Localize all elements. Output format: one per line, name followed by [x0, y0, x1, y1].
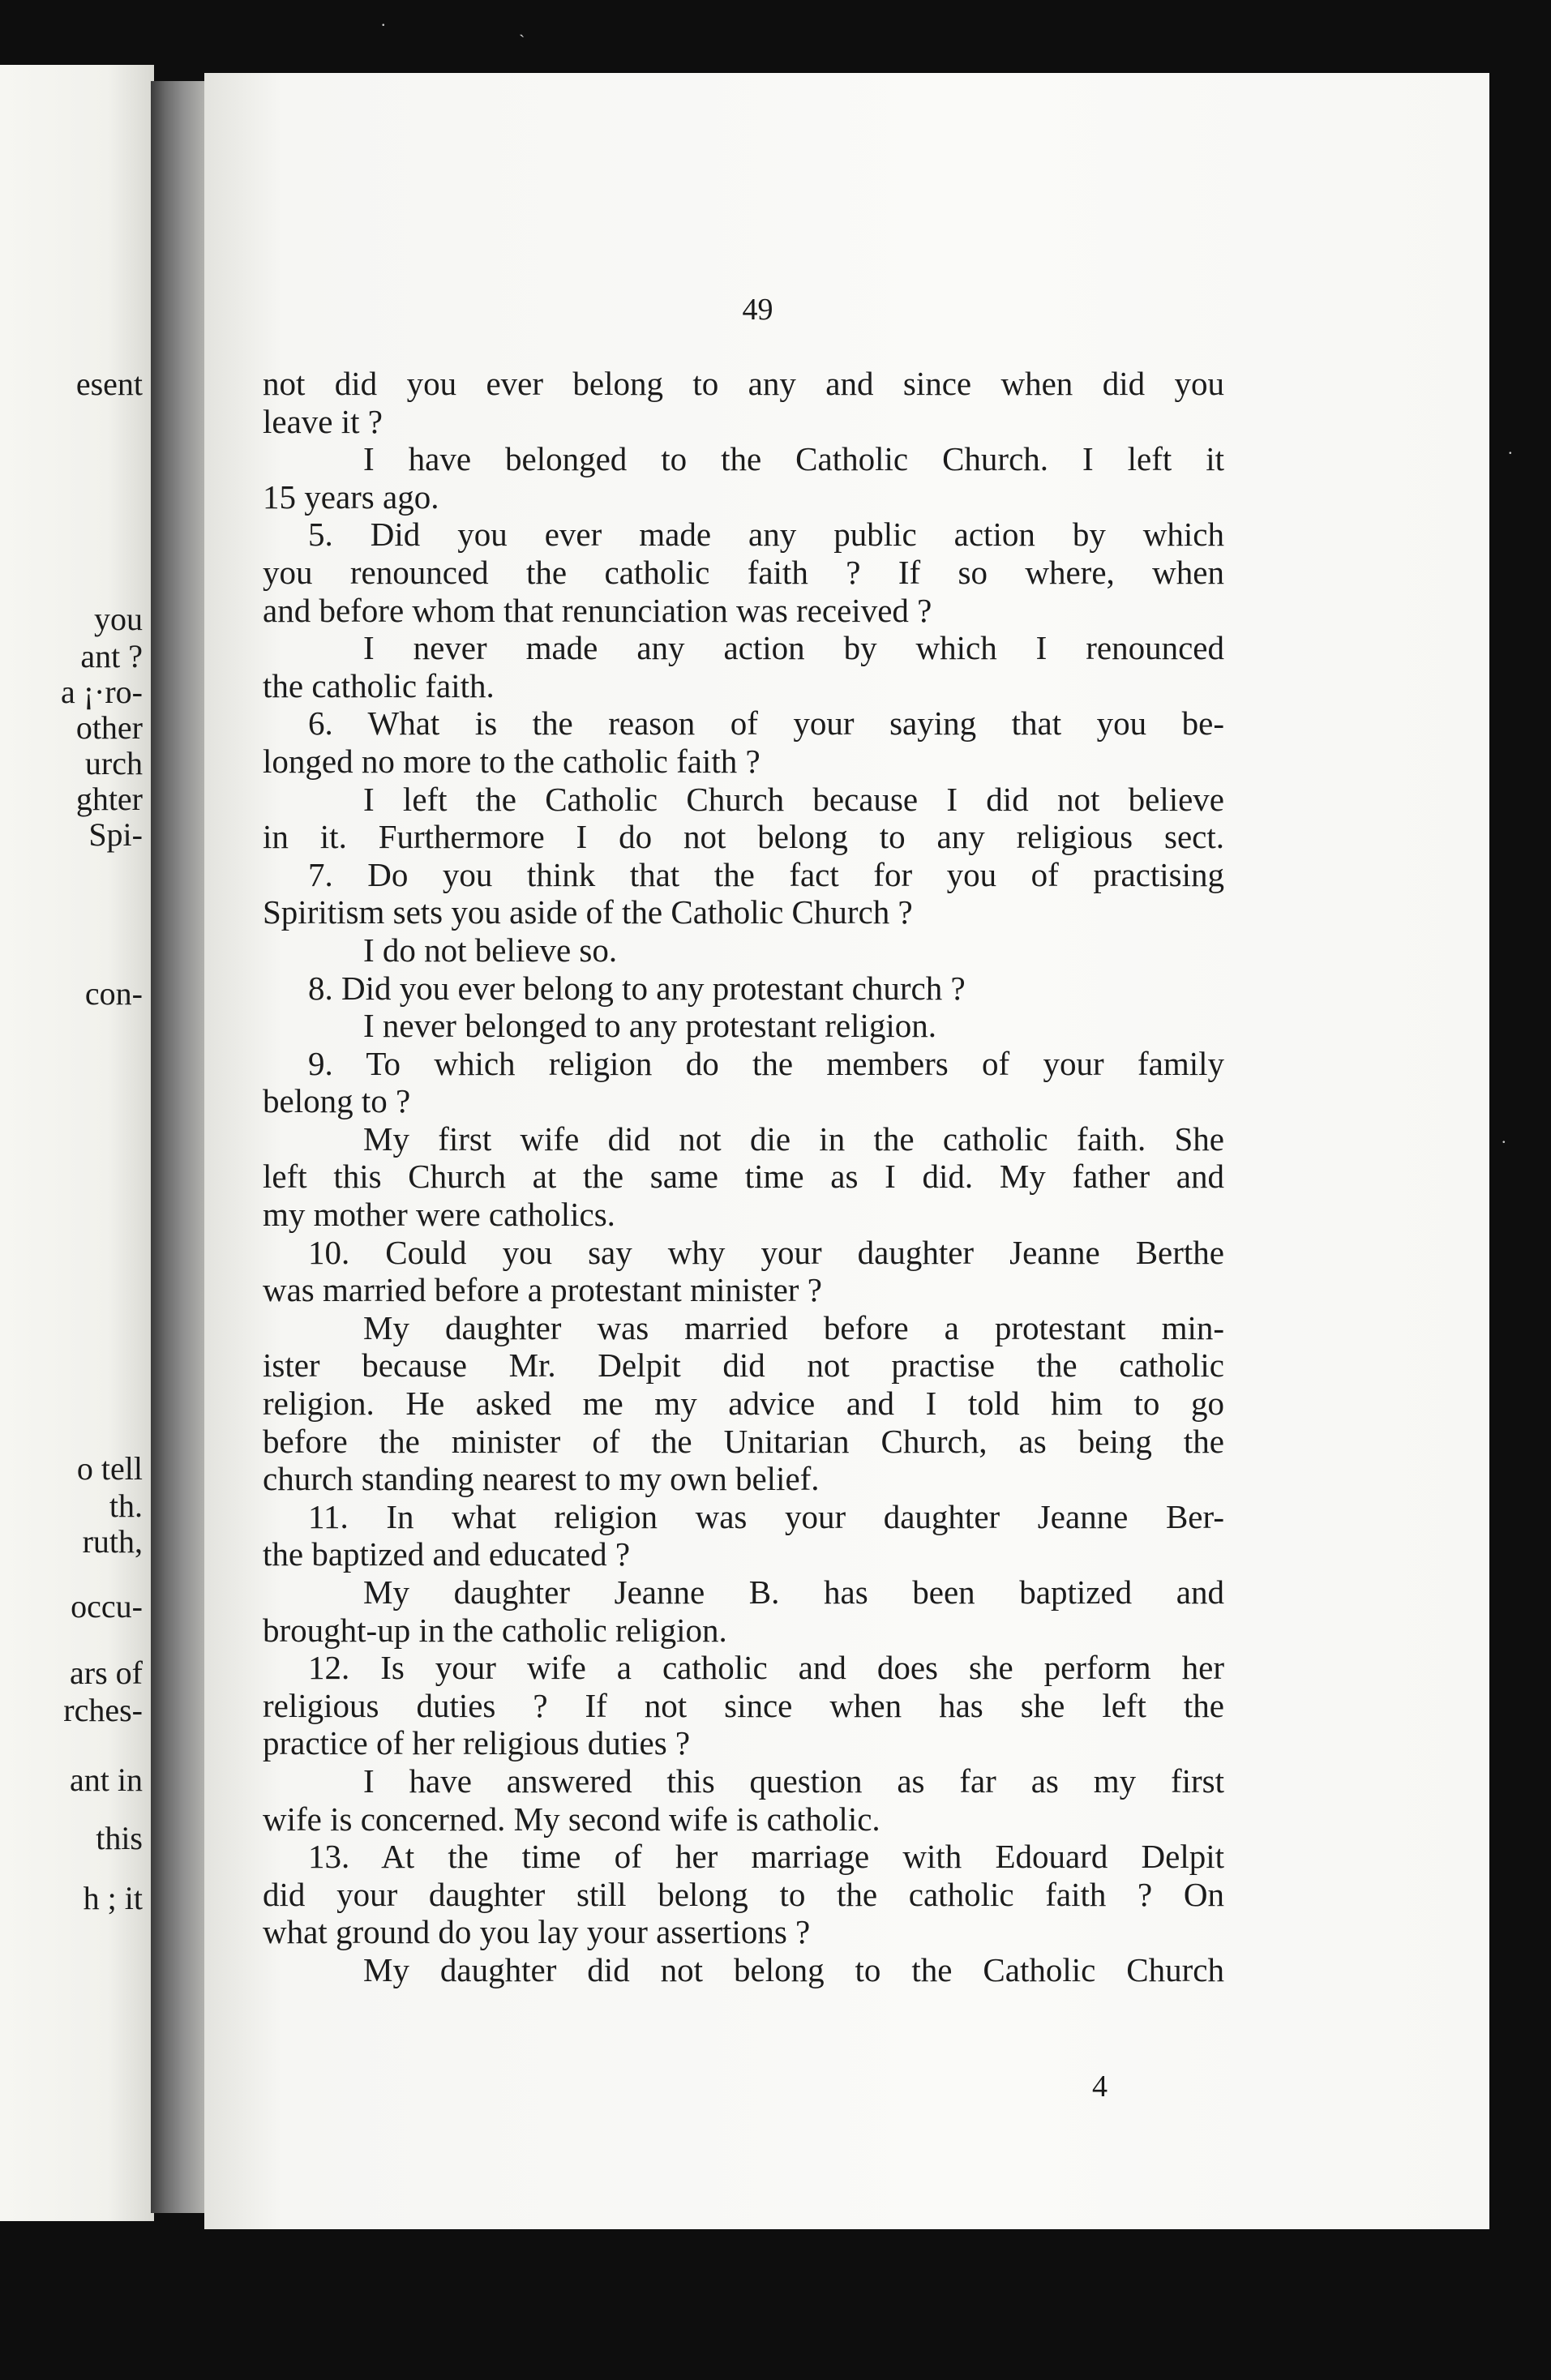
answer-line: I never made any action by which I renounced — [363, 629, 1224, 667]
question-line: 10. Could you say why your daughter Jeanne Berthe — [308, 1233, 1224, 1271]
question-line: 12. Is your wife a catholic and does she perform her — [308, 1649, 1224, 1687]
question-line: 5. Did you ever made any public action by which — [308, 516, 1224, 554]
left-fragment-line: esent — [75, 366, 143, 402]
text-line: ister because Mr. Delpit did not practise the catholic — [263, 1346, 1224, 1385]
left-fragment-line: this — [96, 1820, 143, 1856]
text-line: church standing nearest to my own belief. — [263, 1460, 820, 1498]
left-fragment-line: th. — [109, 1488, 143, 1524]
dust-speck: . — [1508, 438, 1513, 458]
text-line: belong to ? — [263, 1082, 411, 1120]
answer-line: I have answered this question as far as my first — [363, 1761, 1224, 1800]
text-line: what ground do you lay your assertions ? — [263, 1913, 811, 1951]
text-line: in it. Furthermore I do not belong to any religious sect. — [263, 818, 1224, 856]
text-line: brought-up in the catholic religion. — [263, 1611, 727, 1649]
text-line: and before whom that renunciation was received ? — [263, 591, 932, 629]
answer-line: My daughter was married before a protestant min- — [363, 1308, 1224, 1346]
question-line: 9. To which religion do the members of your family — [308, 1044, 1224, 1082]
signature-mark: 4 — [1092, 2070, 1108, 2104]
text-line: my mother were catholics. — [263, 1196, 615, 1234]
left-fragment-line: ghter — [75, 781, 143, 817]
left-fragment-line: urch — [84, 745, 143, 781]
answer-line: My daughter did not belong to the Catholic Church — [363, 1950, 1224, 1988]
question-line: 7. Do you think that the fact for you of practising — [308, 855, 1224, 893]
right-page — [204, 73, 1489, 2229]
text-line: not did you ever belong to any and since when did you — [263, 365, 1224, 402]
dust-speck: ` — [519, 31, 525, 51]
text-line: longed no more to the catholic faith ? — [263, 742, 761, 780]
text-line: wife is concerned. My second wife is catholic. — [263, 1800, 880, 1838]
text-line: the baptized and educated ? — [263, 1535, 631, 1573]
answer-line: I do not believe so. — [363, 931, 618, 969]
left-fragment-line: Spi- — [88, 816, 143, 853]
answer-line: I left the Catholic Church because I did not believe — [363, 780, 1224, 818]
left-fragment-line: a ¡·ro- — [60, 674, 143, 710]
left-fragment-line: ant in — [70, 1761, 143, 1798]
left-page-fragment — [0, 65, 154, 2221]
question-line: 6. What is the reason of your saying that you be- — [308, 704, 1224, 743]
answer-line: My daughter Jeanne B. has been baptized and — [363, 1573, 1224, 1611]
text-line: Spiritism sets you aside of the Catholic Church ? — [263, 893, 913, 931]
text-line: you renounced the catholic faith ? If so where, when — [263, 553, 1224, 591]
text-line: leave it ? — [263, 402, 383, 440]
left-fragment-line: o tell — [76, 1450, 143, 1487]
left-fragment-line: ars of — [70, 1654, 143, 1691]
page-number: 49 — [742, 293, 773, 327]
left-fragment-line: ant ? — [80, 638, 143, 674]
left-fragment-line: ruth, — [82, 1523, 143, 1560]
left-fragment-line: rches- — [63, 1692, 143, 1728]
answer-line: I never belonged to any protestant religion. — [363, 1007, 937, 1045]
text-line: the catholic faith. — [263, 666, 495, 704]
text-line: left this Church at the same time as I did. My father and — [263, 1158, 1224, 1196]
book-gutter — [151, 81, 209, 2213]
left-fragment-line: h ; it — [83, 1880, 143, 1916]
text-line: religious duties ? If not since when has she left the — [263, 1686, 1224, 1724]
text-line: was married before a protestant minister ? — [263, 1271, 822, 1309]
left-fragment-line: occu- — [71, 1588, 143, 1624]
page-body-text — [263, 365, 1224, 1989]
question-line: 13. At the time of her marriage with Edouard Delpit — [308, 1838, 1224, 1876]
text-line: 15 years ago. — [263, 477, 439, 516]
question-line: 11. In what religion was your daughter Jeanne Ber- — [308, 1497, 1224, 1535]
question-line: 8. Did you ever belong to any protestant church ? — [308, 969, 966, 1007]
text-line: before the minister of the Unitarian Church, as being the — [263, 1422, 1224, 1460]
dust-speck: . — [1502, 1127, 1506, 1147]
left-fragment-line: con- — [84, 975, 143, 1012]
left-fragment-line: other — [75, 709, 143, 746]
left-fragment-line: you — [94, 601, 143, 637]
answer-line: My first wife did not die in the catholic faith. She — [363, 1119, 1224, 1158]
text-line: did your daughter still belong to the catholic faith ? On — [263, 1875, 1224, 1913]
dust-speck: . — [381, 10, 386, 30]
answer-line: I have belonged to the Catholic Church. I left it — [363, 440, 1224, 478]
text-line: religion. He asked me my advice and I told him to go — [263, 1385, 1224, 1423]
text-line: practice of her religious duties ? — [263, 1724, 691, 1762]
